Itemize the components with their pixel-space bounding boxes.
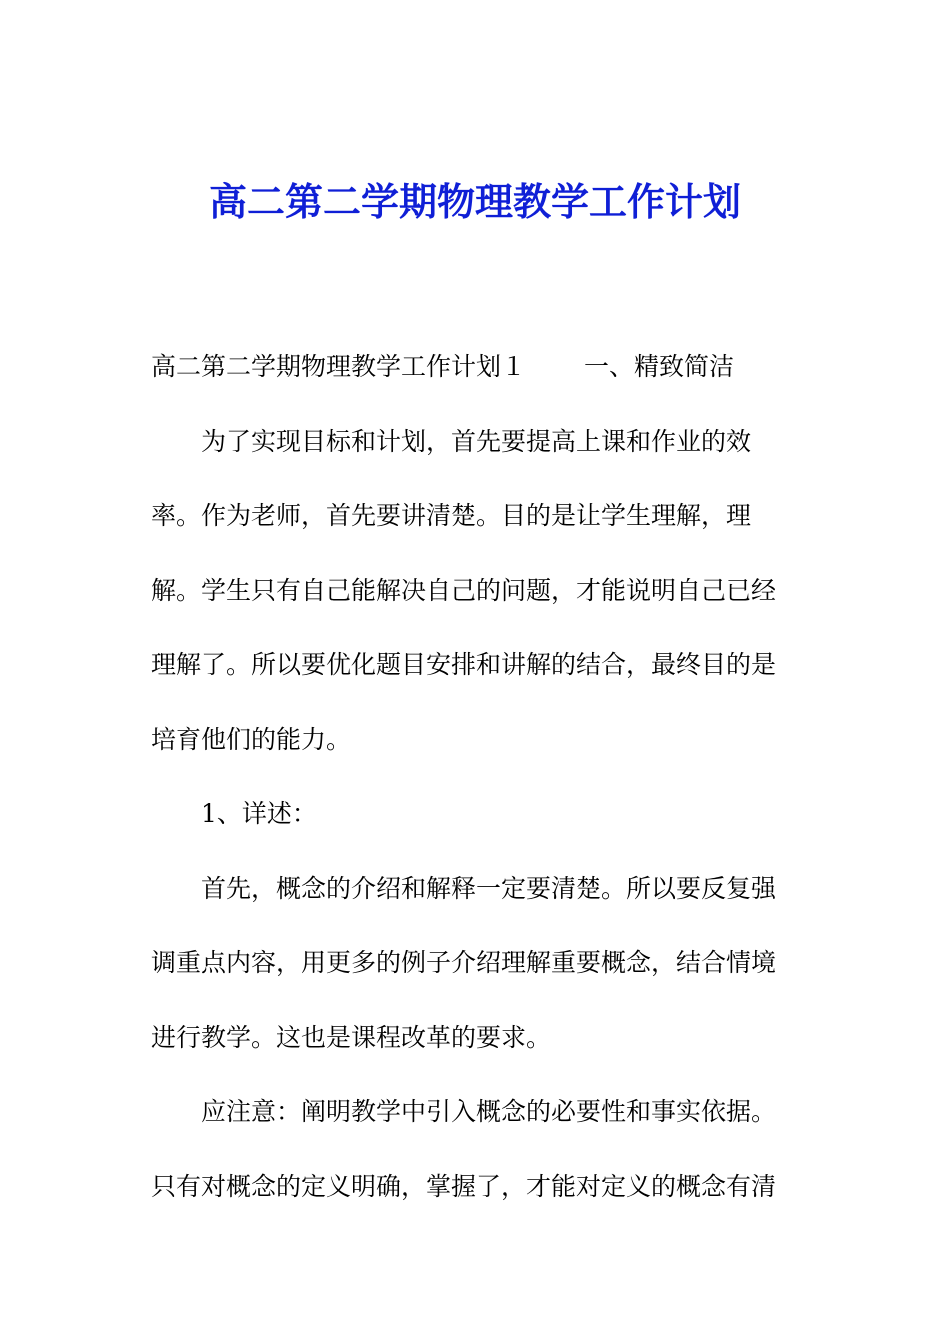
list-heading: 1、详述： — [201, 799, 317, 828]
document-body — [151, 330, 801, 1224]
paragraph-line: 只有对概念的定义明确，掌握了，才能对定义的概念有清 — [151, 1171, 777, 1201]
paragraph-line: 为了实现目标和计划，首先要提高上课和作业的效 — [201, 426, 752, 456]
paragraph-line: 培育他们的能力。 — [151, 724, 352, 754]
paragraph-line: 理解了。所以要优化题目安排和讲解的结合，最终目的是 — [151, 650, 777, 679]
paragraph-line: 解。学生只有自己能解决自己的问题，才能说明自己已经 — [151, 575, 777, 605]
section-heading-line — [151, 330, 801, 405]
document-title: 高二第二学期物理教学工作计划 — [208, 179, 741, 224]
paragraph-line: 进行教学。这也是课程改革的要求。 — [151, 1022, 552, 1052]
paragraph-line: 首先，概念的介绍和解释一定要清楚。所以要反复强 — [201, 873, 777, 903]
paragraph-line: 率。作为老师，首先要讲清楚。目的是让学生理解，理 — [151, 501, 752, 530]
paragraph-line: 应注意：阐明教学中引入概念的必要性和事实依据。 — [201, 1097, 777, 1126]
plan-subtitle: 高二第二学期物理教学工作计划１ — [151, 352, 527, 381]
section-heading: 一、精致简洁 — [584, 352, 735, 381]
paragraph-line: 调重点内容，用更多的例子介绍理解重要概念，结合情境 — [151, 948, 777, 977]
